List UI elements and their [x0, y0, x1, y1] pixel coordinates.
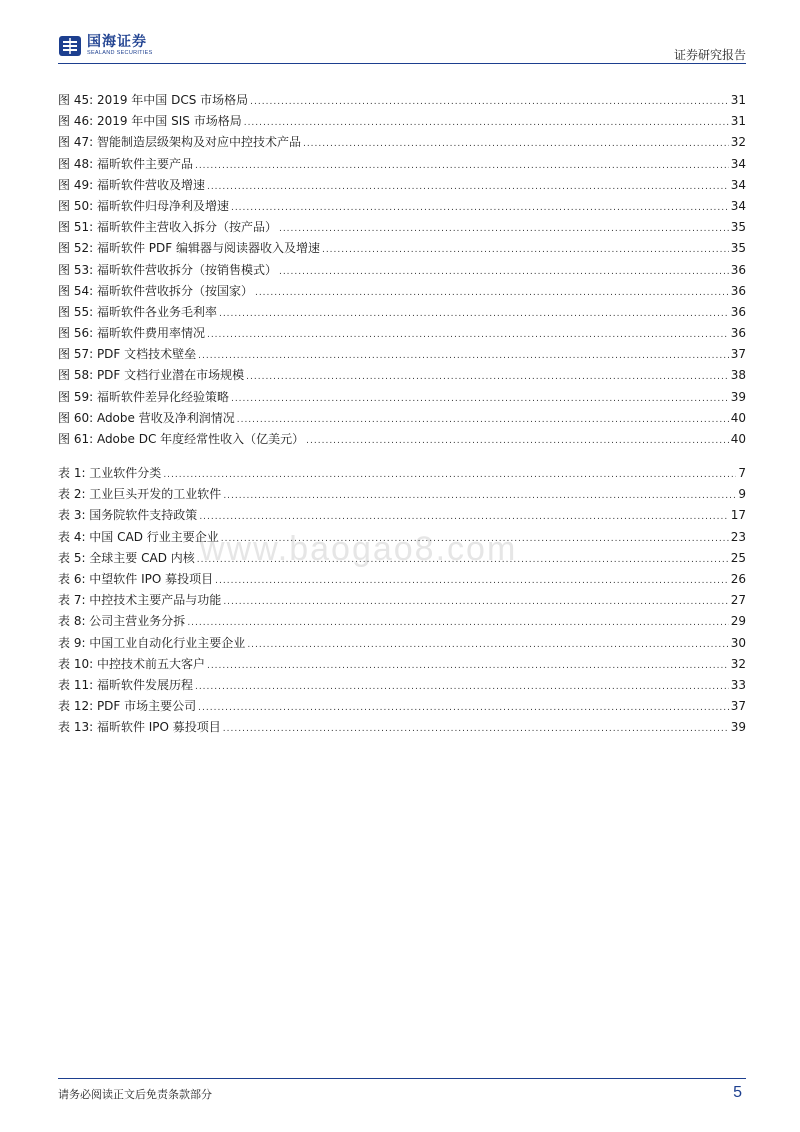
dot-leader	[250, 92, 729, 113]
toc-entry-label: 表 12: PDF 市场主要公司	[58, 699, 197, 714]
dot-leader	[279, 262, 729, 283]
toc-entry-page: 40	[730, 432, 746, 446]
toc-entry[interactable]	[58, 548, 746, 569]
toc-entry[interactable]	[58, 717, 746, 738]
toc-entry-label: 图 53: 福昕软件营收拆分（按销售模式）	[58, 262, 277, 277]
dot-leader	[207, 325, 729, 346]
toc-entry-label: 表 6: 中望软件 IPO 募投项目	[58, 571, 214, 586]
toc-entry-label: 图 51: 福昕软件主营收入拆分（按产品）	[58, 220, 277, 235]
toc-entry-page: 7	[738, 466, 746, 480]
dot-leader	[306, 431, 729, 452]
dot-leader	[247, 635, 728, 656]
toc-entry-label: 表 8: 公司主营业务分拆	[58, 614, 186, 629]
toc-entry-label: 表 10: 中控技术前五大客户	[58, 656, 205, 671]
toc-entry[interactable]	[58, 429, 746, 450]
toc-entry-label: 表 5: 全球主要 CAD 内核	[58, 550, 195, 565]
dot-leader	[199, 507, 728, 528]
dot-leader	[237, 410, 729, 431]
toc-entry-label: 表 1: 工业软件分类	[58, 466, 162, 480]
toc-entry-label: 图 59: 福昕软件差异化经验策略	[58, 389, 229, 404]
toc-entry[interactable]	[58, 633, 746, 654]
dot-leader	[231, 389, 729, 410]
toc-entry-label: 图 45: 2019 年中国 DCS 市场格局	[58, 93, 249, 107]
toc-entry-label: 图 49: 福昕软件营收及增速	[58, 177, 205, 192]
toc-entry-page: 32	[730, 656, 746, 671]
toc-entry-page: 39	[730, 720, 746, 735]
toc-entry[interactable]	[58, 154, 746, 175]
dot-leader	[195, 677, 729, 698]
dot-leader	[197, 550, 729, 571]
toc-entry-page: 40	[730, 410, 746, 425]
toc-entry-page: 34	[730, 156, 746, 171]
toc-entry[interactable]	[58, 196, 746, 217]
toc-entry-page: 38	[730, 368, 746, 383]
toc-entry[interactable]	[58, 132, 746, 153]
toc-entry-page: 39	[730, 389, 746, 404]
dot-leader	[223, 719, 729, 740]
dot-leader	[223, 486, 736, 507]
logo-chinese-name: 国海证券	[87, 34, 147, 50]
figure-index	[58, 90, 746, 450]
dot-leader	[198, 346, 729, 367]
toc-entry-label: 图 47: 智能制造层级架构及对应中控技术产品	[58, 135, 301, 150]
toc-entry-label: 表 2: 工业巨头开发的工业软件	[58, 487, 222, 502]
dot-leader	[246, 367, 729, 388]
toc-entry-page: 35	[730, 220, 746, 235]
toc-entry-page: 34	[730, 198, 746, 213]
toc-entry-page: 26	[730, 571, 746, 586]
toc-entry-label: 表 7: 中控技术主要产品与功能	[58, 593, 222, 608]
toc-entry-page: 33	[730, 677, 746, 692]
toc-entry[interactable]	[58, 611, 746, 632]
toc-entry-page: 23	[730, 529, 746, 544]
dot-leader	[303, 134, 729, 155]
dot-leader	[221, 529, 729, 550]
company-logo	[58, 34, 153, 58]
toc-entry-page: 32	[730, 135, 746, 150]
dot-leader	[231, 198, 729, 219]
toc-entry[interactable]	[58, 175, 746, 196]
toc-entry-page: 37	[730, 347, 746, 362]
toc-entry[interactable]	[58, 696, 746, 717]
toc-entry[interactable]	[58, 527, 746, 548]
footer-divider	[58, 1078, 746, 1079]
toc-entry[interactable]	[58, 323, 746, 344]
toc-entry[interactable]	[58, 90, 746, 111]
toc-entry-page: 34	[730, 177, 746, 192]
toc-entry-label: 表 9: 中国工业自动化行业主要企业	[58, 635, 246, 650]
toc-entry-label: 表 3: 国务院软件支持政策	[58, 508, 198, 523]
dot-leader	[322, 240, 729, 261]
toc-entry[interactable]	[58, 260, 746, 281]
logo-english-name: SEALAND SECURITIES	[87, 50, 153, 56]
dot-leader	[187, 613, 728, 634]
toc-entry[interactable]	[58, 505, 746, 526]
toc-entry[interactable]	[58, 654, 746, 675]
toc-entry-page: 36	[730, 326, 746, 341]
toc-entry-label: 图 52: 福昕软件 PDF 编辑器与阅读器收入及增速	[58, 241, 320, 256]
dot-leader	[223, 592, 728, 613]
toc-entry-label: 图 60: Adobe 营收及净利润情况	[58, 410, 235, 425]
dot-leader	[207, 656, 729, 677]
table-index	[58, 463, 746, 738]
toc-entry-page: 25	[730, 550, 746, 565]
toc-entry-page: 31	[730, 114, 746, 129]
toc-entry-label: 图 46: 2019 年中国 SIS 市场格局	[58, 114, 242, 129]
toc-entry-label: 图 61: Adobe DC 年度经常性收入（亿美元）	[58, 432, 305, 446]
toc-entry-label: 图 55: 福昕软件各业务毛利率	[58, 304, 217, 319]
toc-entry-label: 表 13: 福昕软件 IPO 募投项目	[58, 720, 221, 735]
dot-leader	[279, 219, 729, 240]
toc-entry[interactable]	[58, 365, 746, 386]
toc-entry[interactable]	[58, 484, 746, 505]
toc-entry-label: 图 56: 福昕软件费用率情况	[58, 326, 205, 341]
toc-entry-label: 图 54: 福昕软件营收拆分（按国家）	[58, 283, 253, 298]
dot-leader	[255, 283, 729, 304]
toc-entry[interactable]	[58, 408, 746, 429]
toc-entry-page: 17	[730, 508, 746, 523]
header-divider	[58, 63, 746, 64]
watermark: www.baogao8.com	[200, 530, 518, 568]
page-number: 5	[733, 1084, 742, 1101]
toc-entry-label: 表 11: 福昕软件发展历程	[58, 677, 193, 692]
toc-entry[interactable]	[58, 675, 746, 696]
dot-leader	[207, 177, 729, 198]
toc-entry-page: 9	[738, 487, 746, 502]
toc-entry-page: 31	[730, 93, 746, 107]
toc-entry-page: 36	[730, 304, 746, 319]
report-type-label: 证券研究报告	[673, 48, 746, 62]
toc-entry[interactable]	[58, 387, 746, 408]
dot-leader	[215, 571, 729, 592]
dot-leader	[219, 304, 729, 325]
toc-entry-label: 图 58: PDF 文档行业潜在市场规模	[58, 368, 245, 383]
toc-entry-label: 图 50: 福昕软件归母净利及增速	[58, 198, 229, 213]
toc-entry[interactable]	[58, 590, 746, 611]
toc-entry-page: 27	[730, 593, 746, 608]
dot-leader	[195, 156, 729, 177]
toc-entry-page: 37	[730, 699, 746, 714]
dot-leader	[163, 465, 736, 486]
page-header	[58, 32, 746, 62]
toc-entry[interactable]	[58, 344, 746, 365]
sealand-logo-icon	[58, 34, 82, 58]
toc-entry[interactable]	[58, 238, 746, 259]
dot-leader	[244, 113, 729, 134]
toc-entry-label: 图 48: 福昕软件主要产品	[58, 156, 193, 171]
toc-entry[interactable]	[58, 217, 746, 238]
toc-entry-label: 图 57: PDF 文档技术壁垒	[58, 347, 197, 362]
toc-entry[interactable]	[58, 569, 746, 590]
toc-entry-page: 30	[730, 635, 746, 650]
toc-entry-page: 36	[730, 262, 746, 277]
dot-leader	[198, 698, 729, 719]
toc-entry[interactable]	[58, 281, 746, 302]
toc-entry[interactable]	[58, 302, 746, 323]
toc-entry[interactable]	[58, 463, 746, 484]
toc-entry-label: 表 4: 中国 CAD 行业主要企业	[58, 529, 219, 544]
disclaimer-note: 请务必阅读正文后免责条款部分	[58, 1088, 212, 1101]
toc-entry[interactable]	[58, 111, 746, 132]
toc-entry-page: 35	[730, 241, 746, 256]
toc-entry-page: 36	[730, 283, 746, 298]
toc-entry-page: 29	[730, 614, 746, 629]
